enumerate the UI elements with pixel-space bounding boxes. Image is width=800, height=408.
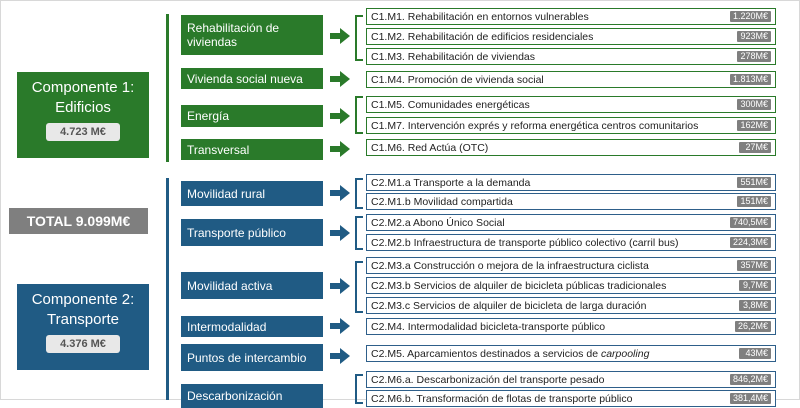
bracket: [355, 15, 363, 61]
measure-amount: 1.813M€: [730, 74, 771, 85]
measure-text: C2.M1.b Movilidad compartida: [371, 195, 513, 208]
bracket: [355, 261, 363, 313]
arrow-right-icon: [330, 318, 350, 334]
arrow-right-icon: [330, 108, 350, 124]
measure-amount: 43M€: [739, 348, 771, 359]
category-transporte-publico: [181, 219, 323, 246]
category-label: Movilidad activa: [187, 278, 273, 293]
category-label: Movilidad rural: [187, 186, 266, 201]
measure-amount: 26,2M€: [735, 321, 771, 332]
measure-text: C1.M6. Red Actúa (OTC): [371, 141, 489, 154]
measure-text: C1.M5. Comunidades energéticas: [371, 98, 530, 111]
measure-text: C2.M3.b Servicios de alquiler de bicicleta públicas tradicionales: [371, 279, 667, 292]
measure-text: C1.M7. Intervención exprés y reforma energética centros comunitarios: [371, 119, 699, 132]
category-label: Transporte público: [187, 225, 286, 240]
category-movilidad-activa: [181, 272, 323, 299]
category-label: Rehabilitación de viviendas: [187, 21, 280, 49]
component-2-box: [17, 284, 149, 370]
measure-text: C1.M4. Promoción de vivienda social: [371, 73, 544, 86]
measure-item: [366, 8, 776, 25]
measure-item: [366, 234, 776, 251]
measure-item: [366, 318, 776, 335]
measure-text: C2.M3.c Servicios de alquiler de bicicleta de larga duración: [371, 299, 647, 312]
bracket: [355, 216, 363, 250]
component-1-amount: 4.723 M€: [46, 123, 120, 141]
measure-item: [366, 277, 776, 294]
arrow-right-icon: [330, 225, 350, 241]
measure-amount: 923M€: [737, 31, 771, 42]
measure-item: [366, 371, 776, 388]
measure-text: C2.M4. Intermodalidad bicicleta-transporte público: [371, 320, 606, 333]
component-2-connector-line: [166, 178, 169, 400]
category-label: Descarbonización: [187, 389, 283, 403]
measure-amount: 151M€: [737, 196, 771, 207]
measure-amount: 300M€: [737, 99, 771, 110]
measure-amount: 224,3M€: [730, 237, 771, 248]
measure-item: [366, 117, 776, 134]
measure-item: [366, 297, 776, 314]
component-1-box: [17, 72, 149, 158]
measure-amount: 381,4M€: [730, 393, 771, 404]
component-1-connector-line: [166, 14, 169, 162]
category-transversal: [181, 139, 323, 160]
measure-item: [366, 48, 776, 65]
measure-item: [366, 257, 776, 274]
category-energia: [181, 105, 323, 127]
measure-amount: 27M€: [739, 142, 771, 153]
measure-text: C1.M3. Rehabilitación de viviendas: [371, 50, 536, 63]
component-2-amount: 4.376 M€: [46, 335, 120, 353]
component-2-title: Componente 2: Transporte: [31, 291, 135, 328]
category-label: Transversal: [187, 142, 250, 157]
measure-amount: 551M€: [737, 177, 771, 188]
measure-item: [366, 71, 776, 88]
measure-amount: 162M€: [737, 120, 771, 131]
measure-text: C2.M6.a. Descarbonización del transporte pesado: [371, 373, 605, 386]
measure-item: [366, 345, 776, 362]
bracket: [355, 96, 363, 134]
total-badge: TOTAL 9.099M€: [9, 208, 148, 234]
bracket: [355, 178, 363, 209]
arrow-right-icon: [330, 71, 350, 87]
category-puntos-intercambio: [181, 344, 323, 371]
measure-text: C2.M2.b Infraestructura de transporte público colectivo (carril bus): [371, 236, 679, 249]
category-label: Vivienda social nueva: [187, 71, 303, 86]
measure-text: C2.M2.a Abono Único Social: [371, 216, 505, 229]
measure-item: [366, 139, 776, 156]
measure-item: [366, 174, 776, 191]
category-rehabilitacion-viviendas: [181, 15, 323, 55]
measure-text: C1.M2. Rehabilitación de edificios residenciales: [371, 30, 594, 43]
measure-text: C2.M5. Aparcamientos destinados a servicios de carpooling: [371, 347, 650, 360]
measure-amount: 740,5M€: [730, 217, 771, 228]
measure-item: [366, 214, 776, 231]
measure-text: C2.M3.a Construcción o mejora de la infraestructura ciclista: [371, 259, 649, 272]
measure-item: [366, 390, 776, 407]
measure-text: C2.M1.a Transporte a la demanda: [371, 176, 531, 189]
measure-amount: 357M€: [737, 260, 771, 271]
measure-text: C1.M1. Rehabilitación en entornos vulnerables: [371, 10, 589, 23]
arrow-right-icon: [330, 185, 350, 201]
arrow-right-icon: [330, 28, 350, 44]
category-label: Intermodalidad: [187, 319, 267, 334]
measure-item: [366, 28, 776, 45]
category-movilidad-rural: [181, 181, 323, 206]
component-1-title: Componente 1: Edificios: [31, 79, 135, 116]
category-intermodalidad: [181, 316, 323, 337]
category-descarbonizacion: [181, 384, 323, 408]
measure-amount: 278M€: [737, 51, 771, 62]
measure-text: C2.M6.b. Transformación de flotas de transporte público: [371, 392, 633, 405]
category-vivienda-social-nueva: [181, 68, 323, 89]
measure-amount: 1.220M€: [730, 11, 771, 22]
measure-item: [366, 193, 776, 210]
measure-amount: 9,7M€: [739, 280, 771, 291]
arrow-right-icon: [330, 348, 350, 364]
arrow-right-icon: [330, 278, 350, 294]
measure-amount: 846,2M€: [730, 374, 771, 385]
measure-amount: 3,8M€: [739, 300, 771, 311]
category-label: Puntos de intercambio: [187, 350, 307, 365]
category-label: Energía: [187, 109, 230, 123]
arrow-right-icon: [330, 141, 350, 157]
measure-item: [366, 96, 776, 113]
